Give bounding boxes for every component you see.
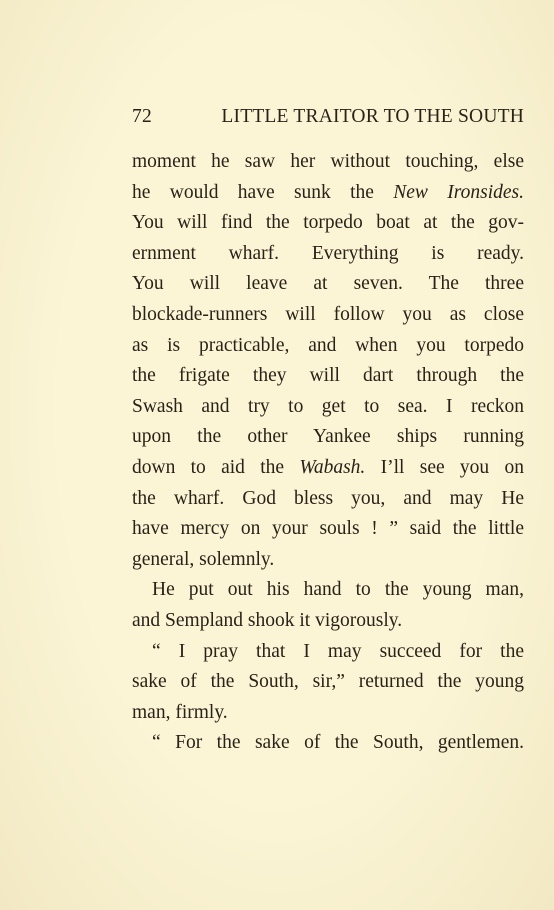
text-line: the wharf. God bless you, and may He [132,487,524,509]
text-line: moment he saw her without touching, else [132,151,524,172]
text-line: “ I pray that I may succeed for the [152,640,524,662]
text-line: He put out his hand to the young man, [152,579,524,601]
page-number: 72 [132,106,152,127]
text-line: have mercy on your souls ! ” said the little [132,518,524,540]
paragraph-dialogue-general [132,147,524,575]
text-line: down to aid the Wabash. I’ll see you on [132,456,524,478]
text-line: You will find the torpedo boat at the gov- [132,212,524,234]
paragraph-handshake [132,575,524,636]
text-line: “ For the sake of the South, gentlemen. [152,732,524,754]
paragraph-toast [132,728,524,759]
paragraph-sempland-reply [132,637,524,729]
ship-name-wabash: Wabash. [299,456,366,478]
text-line: ernment wharf. Everything is ready. [132,242,524,264]
body-text [132,147,524,759]
text-line: Swash and try to get to sea. I reckon [132,395,524,417]
text-line: man, firmly. [132,701,228,723]
text-line: upon the other Yankee ships running [132,426,524,448]
text-line: the frigate they will dart through the [132,365,524,387]
text-line: You will leave at seven. The three [132,273,524,295]
ship-name-new-ironsides: New Ironsides. [393,181,524,203]
text-line: blockade-runners will follow you as close [132,303,524,325]
text-line: as is practicable, and when you torpedo [132,334,524,356]
page-header [132,106,524,132]
text-line: sake of the South, sir,” returned the young [132,671,524,693]
text-line: general, solemnly. [132,548,275,570]
text-line: he would have sunk the New Ironsides. [132,181,524,203]
running-head: LITTLE TRAITOR TO THE SOUTH [221,106,524,127]
text-line: and Sempland shook it vigorously. [132,609,403,631]
